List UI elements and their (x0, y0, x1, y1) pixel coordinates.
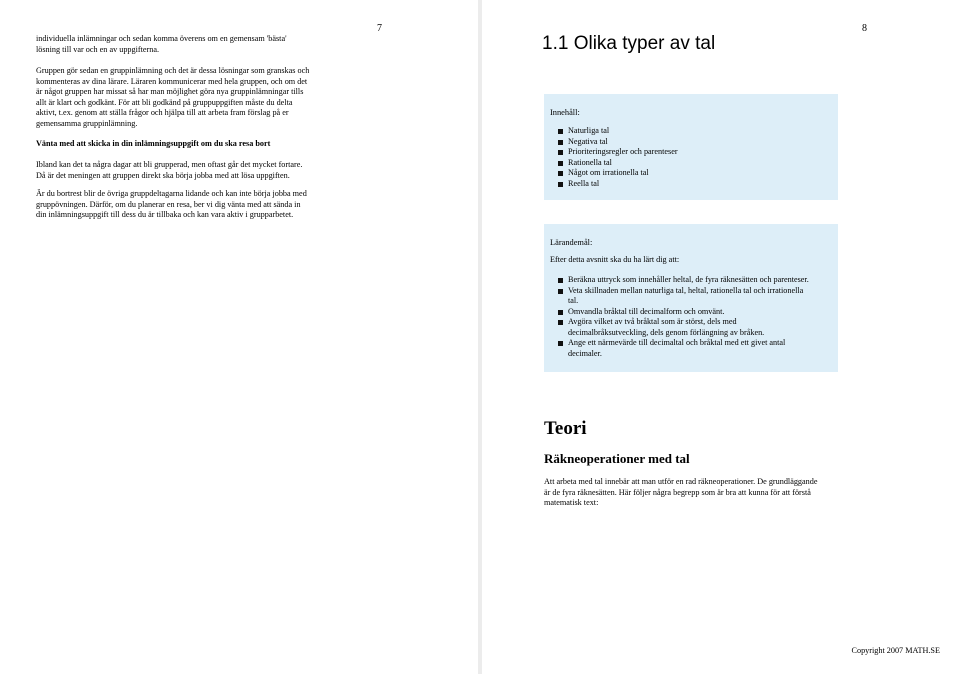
bullet-icon (558, 129, 563, 134)
theory-heading: Teori (544, 418, 587, 439)
list-item: Beräkna uttryck som innehåller heltal, de fyra räknesätten och parenteser. (558, 275, 830, 286)
left-page (0, 0, 478, 674)
list-item: Negativa tal (558, 137, 678, 148)
paragraph-group-submission: Gruppen gör sedan en gruppinlämning och det är dessa lösningar som granskas och kommenteras av dina lärare. Läraren kommunicerar med hela gruppen, och om det är något gruppen har missat så har man möjlighet göra nya gruppinlämningar tills allt är klart och godkänt. För att bli godkänd på gruppuppgiften måste du delta aktivt, t.ex. genom att ställa frågor och hjälpa till att arbeta fram förslag på er gemensamma gruppinlämning. (36, 66, 310, 128)
contents-title: Innehåll: (550, 108, 580, 117)
bullet-icon (558, 182, 563, 187)
bullet-icon (558, 320, 563, 325)
list-item: Rationella tal (558, 158, 678, 169)
right-page (482, 0, 960, 674)
paragraph-operations: Att arbeta med tal innebär att man utför en rad räkneoperationer. De grundläggande är de fyra räknesätten. Här följer några begrepp som är bra att kunna för att förstå matematisk text: (544, 477, 818, 508)
learning-goals-intro: Efter detta avsnitt ska du ha lärt dig att: (550, 255, 680, 264)
list-item: Ange ett närmevärde till decimaltal och bråktal med ett givet antal decimaler. (558, 338, 830, 359)
paragraph-intro: individuella inlämningar och sedan komma överens om en gemensam 'bästa' lösning till var och en av uppgifterna. (36, 34, 287, 54)
paragraph-travel: Är du bortrest blir de övriga gruppdeltagarna lidande och kan inte börja jobba med gruppövningen. Därför, om du planerar en resa, ber vi dig vänta med att sända in din inlämningsuppgift till dess du är tillbaka och kan vara aktiv i grupparbetet. (36, 189, 307, 220)
bullet-icon (558, 341, 563, 346)
list-item: Avgöra vilket av två bråktal som är störst, dels med decimalbråksutveckling, dels genom förlängning av bråken. (558, 317, 830, 338)
bullet-icon (558, 140, 563, 145)
subsection-heading: Räkneoperationer med tal (544, 451, 690, 466)
copyright-notice: Copyright 2007 MATH.SE (851, 646, 940, 655)
bullet-icon (558, 150, 563, 155)
list-item: Reella tal (558, 179, 678, 190)
learning-goals-list (558, 275, 830, 359)
bullet-icon (558, 310, 563, 315)
page-number: 8 (862, 23, 867, 34)
contents-box (544, 94, 838, 200)
paragraph-grouping: Ibland kan det ta några dagar att bli grupperad, men oftast går det mycket fortare. Då är det meningen att gruppen direkt ska börja jobba med att lösa uppgiften. (36, 160, 303, 180)
learning-goals-box (544, 224, 838, 372)
contents-list (558, 126, 678, 189)
bullet-icon (558, 278, 563, 283)
list-item: Veta skillnaden mellan naturliga tal, heltal, rationella tal och irrationella tal. (558, 286, 830, 307)
list-item: Naturliga tal (558, 126, 678, 137)
learning-goals-title: Lärandemål: (550, 238, 593, 247)
list-item: Omvandla bråktal till decimalform och omvänt. (558, 307, 830, 318)
bullet-icon (558, 171, 563, 176)
bullet-icon (558, 289, 563, 294)
page-number: 7 (377, 23, 382, 34)
section-heading: Vänta med att skicka in din inlämningsuppgift om du ska resa bort (36, 139, 271, 148)
chapter-title: 1.1 Olika typer av tal (542, 33, 716, 54)
list-item: Prioriteringsregler och parenteser (558, 147, 678, 158)
list-item: Något om irrationella tal (558, 168, 678, 179)
bullet-icon (558, 161, 563, 166)
